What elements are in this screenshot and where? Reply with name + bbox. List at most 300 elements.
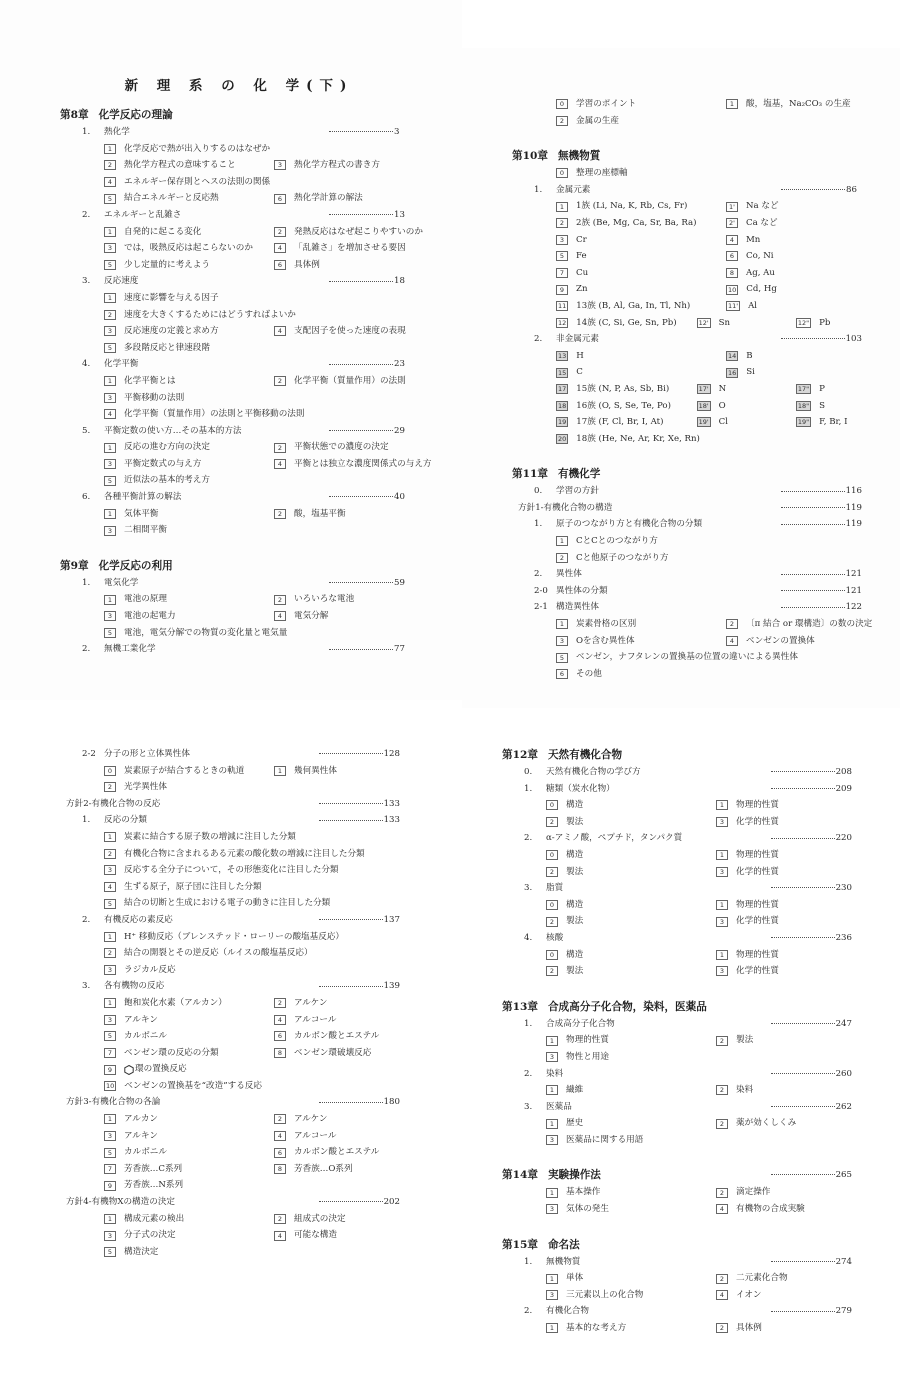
toc-subitem-row	[512, 298, 862, 315]
toc-subitem[interactable]	[104, 879, 274, 896]
toc-subitem-label: S	[819, 400, 825, 411]
toc-subitem[interactable]	[546, 1287, 716, 1304]
toc-subitem[interactable]	[104, 1012, 274, 1029]
toc-section[interactable]	[502, 1016, 852, 1033]
toc-subitem-label: 可能な構造	[294, 1230, 337, 1241]
toc-subitem[interactable]	[556, 96, 726, 113]
toc-subitem[interactable]	[546, 847, 716, 864]
section-number: 1.	[82, 577, 91, 588]
toc-subitem[interactable]	[104, 929, 345, 946]
toc-subitem[interactable]	[274, 1144, 394, 1161]
toc-subitem-label: 芳香族…O系列	[294, 1163, 353, 1174]
toc-section[interactable]	[502, 1066, 852, 1083]
toc-section[interactable]	[60, 423, 410, 440]
toc-section[interactable]	[60, 641, 410, 658]
item-number-box: 19	[558, 418, 567, 427]
toc-subitem[interactable]	[274, 995, 394, 1012]
toc-subitem[interactable]	[546, 1032, 716, 1049]
toc-subitem[interactable]	[104, 456, 274, 473]
page-number: 40	[394, 492, 405, 503]
toc-subitem[interactable]	[556, 113, 726, 130]
toc-subitem-label: 平衡とは独立な濃度関係式の与え方	[294, 458, 432, 469]
dot-leader	[329, 648, 393, 650]
toc-section[interactable]	[60, 124, 410, 141]
toc-subitem-label: 15族 (N, P, As, Sb, Bi)	[576, 383, 670, 394]
dot-leader	[329, 280, 393, 282]
dot-leader	[319, 985, 383, 987]
toc-subitem[interactable]	[104, 1111, 274, 1128]
toc-section[interactable]	[512, 583, 862, 600]
section-number: 1.	[534, 519, 543, 530]
toc-subitem[interactable]	[726, 348, 846, 365]
toc-section[interactable]	[512, 182, 862, 199]
section-title: 脂質	[546, 883, 564, 894]
item-number-box: 1	[556, 619, 568, 629]
item-number-box: 1	[104, 376, 116, 386]
toc-subitem-label: 芳香族…C系列	[124, 1163, 183, 1174]
toc-subitem[interactable]	[546, 963, 716, 980]
page-number: 180	[383, 1097, 400, 1108]
toc-subitem[interactable]	[274, 240, 406, 257]
toc-subitem[interactable]	[104, 157, 274, 174]
toc-section[interactable]	[512, 500, 862, 517]
toc-subitem-label: 化学平衡とは	[124, 375, 176, 386]
toc-subitem[interactable]	[104, 779, 274, 796]
toc-subitem-label: 「乱雑さ」を増加させる要因	[294, 243, 406, 254]
toc-section[interactable]	[60, 1194, 400, 1211]
toc-subitem[interactable]	[274, 1028, 394, 1045]
toc-subitem[interactable]	[546, 913, 716, 930]
toc-subitem[interactable]	[556, 398, 697, 415]
chapter-list	[502, 746, 852, 1337]
toc-subitem[interactable]	[104, 340, 274, 357]
chapter-heading[interactable]	[502, 1236, 852, 1254]
item-number-box: 3	[546, 1204, 558, 1214]
toc-section[interactable]	[502, 930, 852, 947]
toc-subitem[interactable]	[104, 1128, 274, 1145]
continued-rows	[512, 96, 862, 129]
chapter-title: 実験操作法	[547, 1169, 601, 1182]
toc-subitem[interactable]	[104, 373, 274, 390]
toc-subitem-label: 構造決定	[124, 1246, 159, 1257]
page-number: 279	[835, 1306, 852, 1317]
toc-subitem-row	[60, 962, 400, 979]
toc-subitem[interactable]	[104, 625, 288, 642]
toc-subitem[interactable]	[556, 381, 697, 398]
toc-subitem[interactable]	[726, 248, 846, 265]
dot-leader	[771, 1310, 835, 1312]
toc-subitem[interactable]	[556, 198, 726, 215]
toc-subitem[interactable]	[716, 1270, 836, 1287]
section-number: 6.	[82, 492, 91, 503]
item-number-box: 1	[104, 227, 116, 237]
toc-subitem[interactable]	[104, 224, 274, 241]
toc-subitem[interactable]	[716, 1115, 836, 1132]
toc-subitem[interactable]	[726, 232, 846, 249]
toc-subitem[interactable]	[274, 1045, 394, 1062]
item-number-box: 17"	[797, 385, 810, 394]
toc-section[interactable]	[60, 746, 400, 763]
toc-subitem[interactable]	[104, 174, 274, 191]
toc-subitem[interactable]	[556, 364, 726, 381]
toc-section[interactable]	[502, 1254, 852, 1271]
toc-subitem[interactable]	[274, 1161, 394, 1178]
toc-subitem[interactable]	[697, 381, 796, 398]
item-number-box: 7	[104, 1164, 116, 1174]
toc-subitem[interactable]	[274, 373, 406, 390]
toc-subitem[interactable]	[274, 1111, 394, 1128]
toc-section[interactable]	[60, 273, 410, 290]
toc-subitem-label: 光学異性体	[124, 782, 167, 793]
toc-subitem[interactable]	[104, 1028, 274, 1045]
toc-subitem[interactable]	[274, 456, 432, 473]
chapter-number: 第14章	[502, 1169, 538, 1182]
toc-subitem[interactable]	[274, 608, 394, 625]
toc-subitem[interactable]	[556, 666, 726, 683]
toc-subitem-row	[60, 141, 410, 158]
toc-subitem-row	[512, 381, 862, 398]
toc-subitem[interactable]	[104, 1161, 274, 1178]
toc-subitem-row	[60, 340, 410, 357]
toc-section[interactable]	[502, 764, 852, 781]
dot-leader	[781, 506, 845, 508]
toc-subitem[interactable]	[104, 829, 296, 846]
toc-subitem[interactable]	[716, 814, 836, 831]
toc-subitem[interactable]	[104, 141, 274, 158]
toc-subitem[interactable]	[716, 897, 836, 914]
toc-section[interactable]	[512, 566, 862, 583]
item-number-box: 1	[104, 832, 116, 842]
toc-subitem[interactable]	[716, 847, 836, 864]
page-leader	[319, 1194, 400, 1211]
toc-subitem[interactable]	[104, 406, 305, 423]
toc-subitem[interactable]	[716, 1287, 836, 1304]
toc-subitem-row	[502, 1082, 852, 1099]
item-number-box: 3	[104, 1231, 116, 1241]
toc-section[interactable]	[60, 489, 410, 506]
toc-subitem[interactable]	[104, 591, 274, 608]
toc-subitem[interactable]	[726, 298, 846, 315]
toc-subitem-label: 構造	[566, 949, 584, 960]
toc-section[interactable]	[60, 978, 400, 995]
toc-subitem[interactable]	[104, 240, 274, 257]
item-number-box: 6	[726, 251, 738, 261]
toc-subitem[interactable]	[556, 550, 726, 567]
toc-subitem[interactable]	[546, 947, 716, 964]
toc-subitem[interactable]	[556, 265, 726, 282]
toc-subitem-label: 生ずる原子，原子団に注目した分類	[124, 881, 262, 892]
toc-subitem[interactable]	[556, 616, 726, 633]
toc-subitem[interactable]	[104, 1144, 274, 1161]
toc-subitem[interactable]	[716, 864, 836, 881]
toc-subitem[interactable]	[274, 1227, 394, 1244]
toc-subitem[interactable]	[796, 315, 862, 332]
item-number-box: 3	[716, 867, 728, 877]
toc-subitem-row	[60, 472, 410, 489]
toc-subitem-row	[512, 666, 862, 683]
section-title: 非金属元素	[556, 334, 599, 345]
toc-subitem[interactable]	[726, 633, 846, 650]
chapter-title: 合成高分子化合物，染料，医薬品	[547, 1000, 707, 1013]
toc-subitem[interactable]	[546, 864, 716, 881]
toc-subitem-label: 構成元素の検出	[124, 1213, 185, 1224]
toc-subitem-label: 速度を大きくするためにはどうすればよいか	[124, 309, 296, 320]
toc-subitem-label: 繊維	[566, 1085, 584, 1096]
toc-subitem[interactable]	[104, 257, 274, 274]
toc-subitem-row	[60, 591, 410, 608]
toc-subitem-row	[512, 265, 862, 282]
toc-subitem[interactable]	[716, 963, 836, 980]
toc-subitem[interactable]	[274, 439, 394, 456]
toc-subitem[interactable]	[716, 1201, 836, 1218]
toc-subitem-label: 構造	[566, 849, 584, 860]
toc-subitem-row	[60, 995, 400, 1012]
section-title: 反応速度	[104, 276, 139, 287]
chapter-heading[interactable]	[502, 998, 852, 1016]
toc-section[interactable]	[60, 1094, 400, 1111]
toc-subitem[interactable]	[726, 198, 846, 215]
toc-subitem[interactable]	[716, 947, 836, 964]
toc-section[interactable]	[502, 1303, 852, 1320]
toc-subitem[interactable]	[546, 1320, 716, 1337]
toc-subitem[interactable]	[556, 281, 726, 298]
toc-subitem[interactable]	[697, 398, 796, 415]
toc-subitem-label: ベンゼン，ナフタレンの置換基の位置の違いによる異性体	[576, 652, 798, 663]
toc-subitem-label: P	[819, 383, 825, 394]
toc-subitem-label: 幾何異性体	[294, 765, 337, 776]
toc-subitem-label: 速度に影響を与える因子	[124, 292, 219, 303]
chapter-heading[interactable]	[502, 1166, 852, 1184]
item-number-box: 2	[546, 917, 558, 927]
toc-subitem[interactable]	[716, 1320, 836, 1337]
toc-subitem[interactable]	[546, 1184, 716, 1201]
toc-subitem[interactable]	[716, 1032, 836, 1049]
toc-section[interactable]	[502, 880, 852, 897]
item-number-box: 0	[556, 99, 568, 109]
toc-subitem[interactable]	[716, 1184, 836, 1201]
item-number-box: 2	[104, 948, 116, 958]
toc-subitem[interactable]	[274, 323, 406, 340]
section-title: 合成高分子化合物	[546, 1018, 615, 1029]
toc-subitem[interactable]	[546, 1132, 716, 1149]
toc-subitem[interactable]	[726, 96, 851, 113]
toc-subitem-row	[60, 779, 400, 796]
toc-subitem[interactable]	[546, 1270, 716, 1287]
toc-subitem[interactable]	[104, 1045, 274, 1062]
toc-subitem-label: Co, Ni	[746, 251, 774, 262]
section-title: 分子の形と立体異性体	[104, 749, 190, 759]
toc-subitem[interactable]	[104, 608, 274, 625]
toc-section[interactable]	[502, 830, 852, 847]
chapter-heading[interactable]	[512, 147, 862, 165]
item-number-box: 3	[104, 865, 116, 875]
toc-subitem-row	[502, 897, 852, 914]
page-number: 119	[845, 502, 862, 513]
toc-subitem[interactable]	[274, 224, 423, 241]
toc-subitem[interactable]	[556, 298, 726, 315]
toc-subitem[interactable]	[556, 215, 726, 232]
toc-subitem[interactable]	[104, 190, 274, 207]
toc-subitem[interactable]	[104, 895, 331, 912]
item-number-box: 0	[104, 766, 116, 776]
chapter-heading[interactable]	[512, 465, 862, 483]
toc-subitem[interactable]	[556, 348, 726, 365]
toc-section[interactable]	[502, 781, 852, 798]
toc-subitem-row	[60, 456, 432, 473]
toc-subitem[interactable]	[697, 315, 796, 332]
toc-subitem-label: 気体平衡	[124, 508, 159, 519]
page-number: 209	[835, 783, 852, 794]
toc-subitem[interactable]	[556, 248, 726, 265]
toc-section[interactable]	[60, 812, 400, 829]
item-number-box: 9	[104, 1065, 116, 1075]
toc-subitem[interactable]	[274, 763, 394, 780]
toc-section[interactable]	[60, 207, 410, 224]
item-number-box: 0	[556, 168, 568, 178]
toc-subitem[interactable]	[104, 945, 313, 962]
toc-subitem[interactable]	[716, 913, 836, 930]
item-number-box: 0	[546, 950, 558, 960]
toc-subitem[interactable]	[104, 1078, 274, 1095]
toc-subitem[interactable]	[274, 1128, 394, 1145]
toc-subitem-row	[60, 1144, 400, 1161]
item-number-box: 1	[716, 950, 728, 960]
toc-subitem-row	[60, 157, 410, 174]
toc-subitem[interactable]	[796, 414, 862, 431]
toc-subitem-label: 製法	[566, 866, 584, 877]
toc-subitem[interactable]	[546, 814, 716, 831]
toc-subitem[interactable]	[104, 522, 274, 539]
item-number-box: 11	[558, 302, 567, 311]
toc-section[interactable]	[502, 1099, 852, 1116]
toc-section[interactable]	[512, 331, 862, 348]
toc-subitem[interactable]	[104, 962, 274, 979]
item-number-box: 3	[716, 917, 728, 927]
item-number-box: 2	[716, 1036, 728, 1046]
toc-subitem[interactable]	[104, 1244, 274, 1261]
toc-subitem[interactable]	[104, 323, 274, 340]
toc-section[interactable]	[60, 575, 410, 592]
page-number: 122	[845, 602, 862, 613]
toc-subitem-label: 医薬品に関する用語	[566, 1134, 644, 1145]
page-number: 77	[394, 644, 405, 655]
toc-subitem-label: では，吸熱反応は起こらないのか	[124, 243, 253, 254]
toc-subitem[interactable]	[716, 797, 836, 814]
section-title: 医薬品	[546, 1101, 572, 1112]
toc-subitem[interactable]	[556, 633, 726, 650]
toc-section[interactable]	[512, 516, 862, 533]
toc-subitem[interactable]	[104, 1061, 274, 1078]
item-number-box: 7	[104, 1048, 116, 1058]
toc-subitem[interactable]	[726, 616, 873, 633]
toc-subitem[interactable]	[796, 398, 862, 415]
toc-subitem[interactable]	[546, 1049, 716, 1066]
page-number: 121	[845, 569, 862, 580]
toc-subitem[interactable]	[104, 1177, 274, 1194]
toc-subitem[interactable]	[104, 506, 274, 523]
page-leader	[329, 423, 410, 440]
toc-subitem[interactable]	[104, 390, 274, 407]
toc-subitem[interactable]	[104, 862, 339, 879]
toc-subitem[interactable]	[796, 381, 862, 398]
toc-subitem[interactable]	[274, 506, 394, 523]
toc-subitem-row	[60, 1177, 400, 1194]
toc-subitem[interactable]	[726, 364, 846, 381]
dot-leader	[329, 581, 393, 583]
page-leader	[771, 764, 852, 781]
toc-subitem[interactable]	[274, 1012, 394, 1029]
chapter-number: 第13章	[502, 1000, 538, 1013]
toc-subitem[interactable]	[556, 232, 726, 249]
toc-subitem-label: 炭素に結合する原子数の増減に注目した分類	[124, 831, 296, 842]
item-number-box: 8	[726, 268, 738, 278]
toc-subitem[interactable]	[697, 414, 796, 431]
toc-section[interactable]	[60, 356, 410, 373]
toc-subitem[interactable]	[556, 431, 726, 448]
toc-subitem[interactable]	[274, 257, 394, 274]
toc-subitem-label: 18族 (He, Ne, Ar, Kr, Xe, Rn)	[576, 433, 700, 444]
toc-subitem[interactable]	[104, 846, 365, 863]
toc-subitem[interactable]	[274, 157, 394, 174]
chapter-heading[interactable]	[60, 557, 410, 575]
toc-subitem-row	[60, 240, 410, 257]
toc-subitem-row	[502, 1115, 852, 1132]
toc-subitem[interactable]	[104, 995, 274, 1012]
toc-subitem[interactable]	[556, 315, 697, 332]
toc-subitem[interactable]	[104, 763, 274, 780]
chapter-heading[interactable]	[60, 106, 410, 124]
toc-subitem[interactable]	[726, 265, 846, 282]
page-number: 13	[394, 209, 405, 220]
toc-subitem-label: 炭素原子が結合するときの軌道	[124, 765, 245, 776]
toc-subitem-label: 化学平衡（質量作用）の法則	[294, 375, 406, 386]
toc-subitem[interactable]	[546, 1082, 716, 1099]
toc-subitem[interactable]	[546, 1115, 716, 1132]
toc-subitem[interactable]	[726, 281, 846, 298]
toc-subitem[interactable]	[104, 1211, 274, 1228]
toc-subitem[interactable]	[556, 533, 726, 550]
toc-subitem[interactable]	[104, 472, 274, 489]
toc-subitem[interactable]	[546, 797, 716, 814]
toc-subitem[interactable]	[104, 290, 274, 307]
toc-subitem[interactable]	[716, 1082, 836, 1099]
toc-subitem[interactable]	[546, 1201, 716, 1218]
section-title: 各有機物の反応	[104, 981, 165, 992]
toc-subitem-label: 電池，電気分解での物質の変化量と電気量	[124, 627, 288, 638]
toc-section[interactable]	[512, 483, 862, 500]
toc-subitem[interactable]	[556, 165, 726, 182]
chapter-heading[interactable]	[502, 746, 852, 764]
toc-section[interactable]	[512, 599, 862, 616]
toc-subitem-label: Ca など	[746, 217, 778, 228]
toc-subitem[interactable]	[104, 1227, 274, 1244]
page-leader	[319, 812, 400, 829]
toc-subitem[interactable]	[556, 414, 697, 431]
item-number-box: 4	[274, 611, 286, 621]
toc-subitem-label: 近似法の基本的考え方	[124, 475, 210, 486]
toc-subitem[interactable]	[104, 439, 274, 456]
toc-subitem[interactable]	[274, 1211, 394, 1228]
toc-subitem[interactable]	[104, 307, 296, 324]
toc-section[interactable]	[60, 796, 400, 813]
toc-subitem[interactable]	[726, 215, 846, 232]
toc-subitem[interactable]	[274, 190, 394, 207]
toc-section[interactable]	[60, 912, 400, 929]
toc-subitem[interactable]	[274, 591, 394, 608]
toc-subitem[interactable]	[556, 649, 798, 666]
section-number: 3.	[82, 276, 91, 287]
toc-subitem[interactable]	[546, 897, 716, 914]
